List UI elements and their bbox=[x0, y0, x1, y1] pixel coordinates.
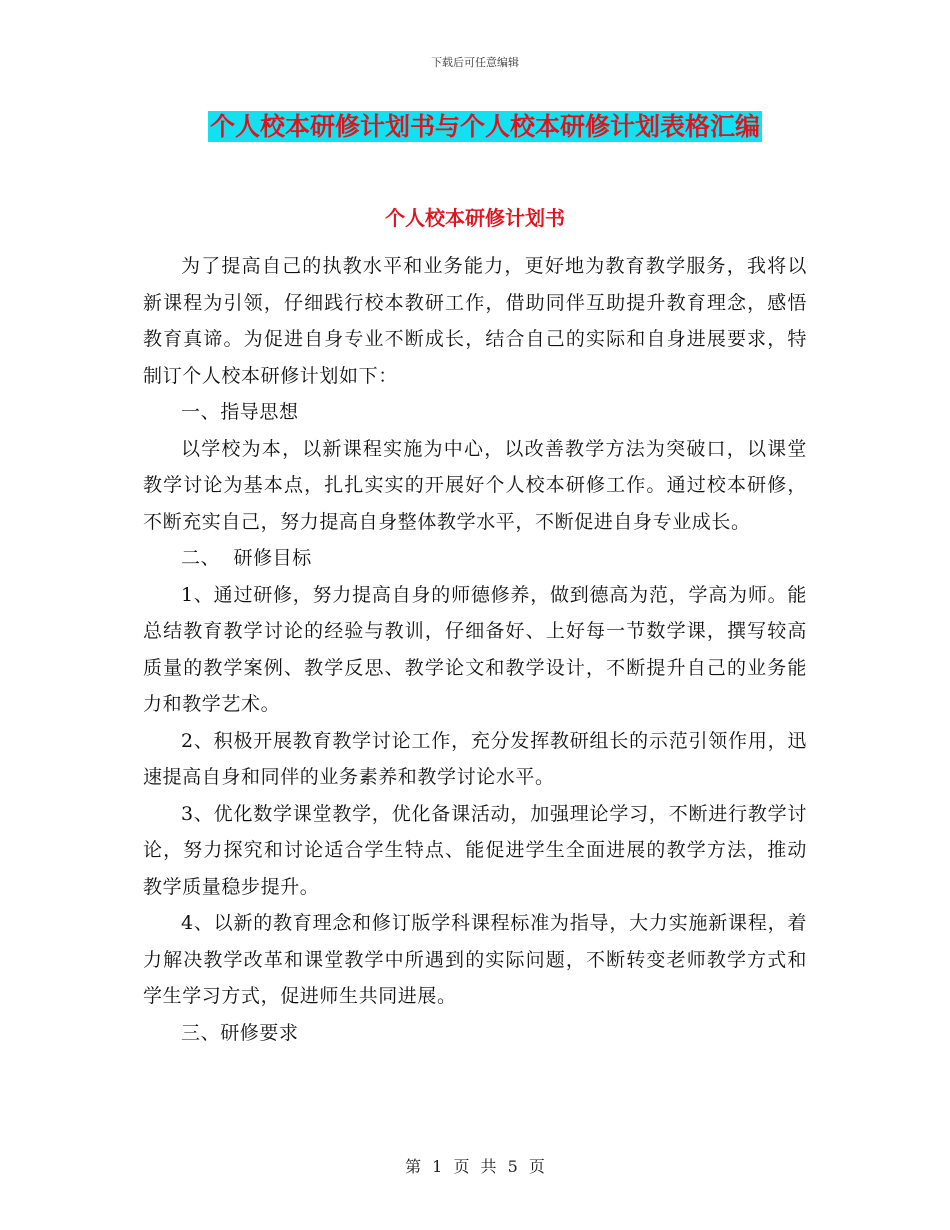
paragraph-goal-3: 3、优化数学课堂教学，优化备课活动，加强理论学习，不断进行教学讨论，努力探究和讨论适合学生特点、能促进学生全面进展的教学方法，推动教学质量稳步提升。 bbox=[143, 802, 807, 898]
paragraph-goal-4: 4、以新的教育理念和修订版学科课程标准为指导，大力实施新课程，着力解决教学改革和课堂教学中所遇到的实际问题，不断转变老师教学方式和学生学习方式，促进师生共同进展。 bbox=[143, 912, 807, 1007]
paragraph-intro: 为了提高自己的执教水平和业务能力，更好地为教育教学服务，我将以新课程为引领，仔细践行校本教研工作，借助同伴互助提升教育理念，感悟教育真谛。为促进自身专业不断成长，结合自己的实际和自身进展要求，特制订个人校本研修计划如下： bbox=[143, 255, 807, 387]
heading-study-requirements: 三、研修要求 bbox=[181, 1021, 299, 1044]
document-body bbox=[143, 248, 807, 1051]
document-title bbox=[208, 112, 762, 142]
paragraph-goal-2: 2、积极开展教育教学讨论工作，充分发挥教研组长的示范引领作用，迅速提高自身和同伴的业务素养和教学讨论水平。 bbox=[143, 729, 807, 788]
page-header-note: 下载后可任意编辑 bbox=[431, 56, 519, 69]
document-title-text: 个人校本研修计划书与个人校本研修计划表格汇编 bbox=[210, 112, 761, 141]
section-subtitle: 个人校本研修计划书 bbox=[385, 206, 565, 230]
paragraph-guiding-thought: 以学校为本，以新课程实施为中心，以改善教学方法为突破口，以课堂教学讨论为基本点，扎扎实实的开展好个人校本研修工作。通过校本研修，不断充实自己，努力提高自身整体教学水平，不断促进自身专业成长。 bbox=[143, 437, 807, 533]
paragraph-goal-1: 1、通过研修，努力提高自身的师德修养，做到德高为范，学高为师。能总结教育教学讨论的经验与教训，仔细备好、上好每一节数学课，撰写较高质量的教学案例、教学反思、教学论文和教学设计，不断提升自己的业务能力和教学艺术。 bbox=[143, 583, 807, 715]
heading-guiding-thought: 一、指导思想 bbox=[181, 401, 299, 423]
heading-study-goals: 二、 研修目标 bbox=[181, 547, 312, 569]
page-footer-number: 第 1 页 共 5 页 bbox=[405, 1157, 545, 1176]
